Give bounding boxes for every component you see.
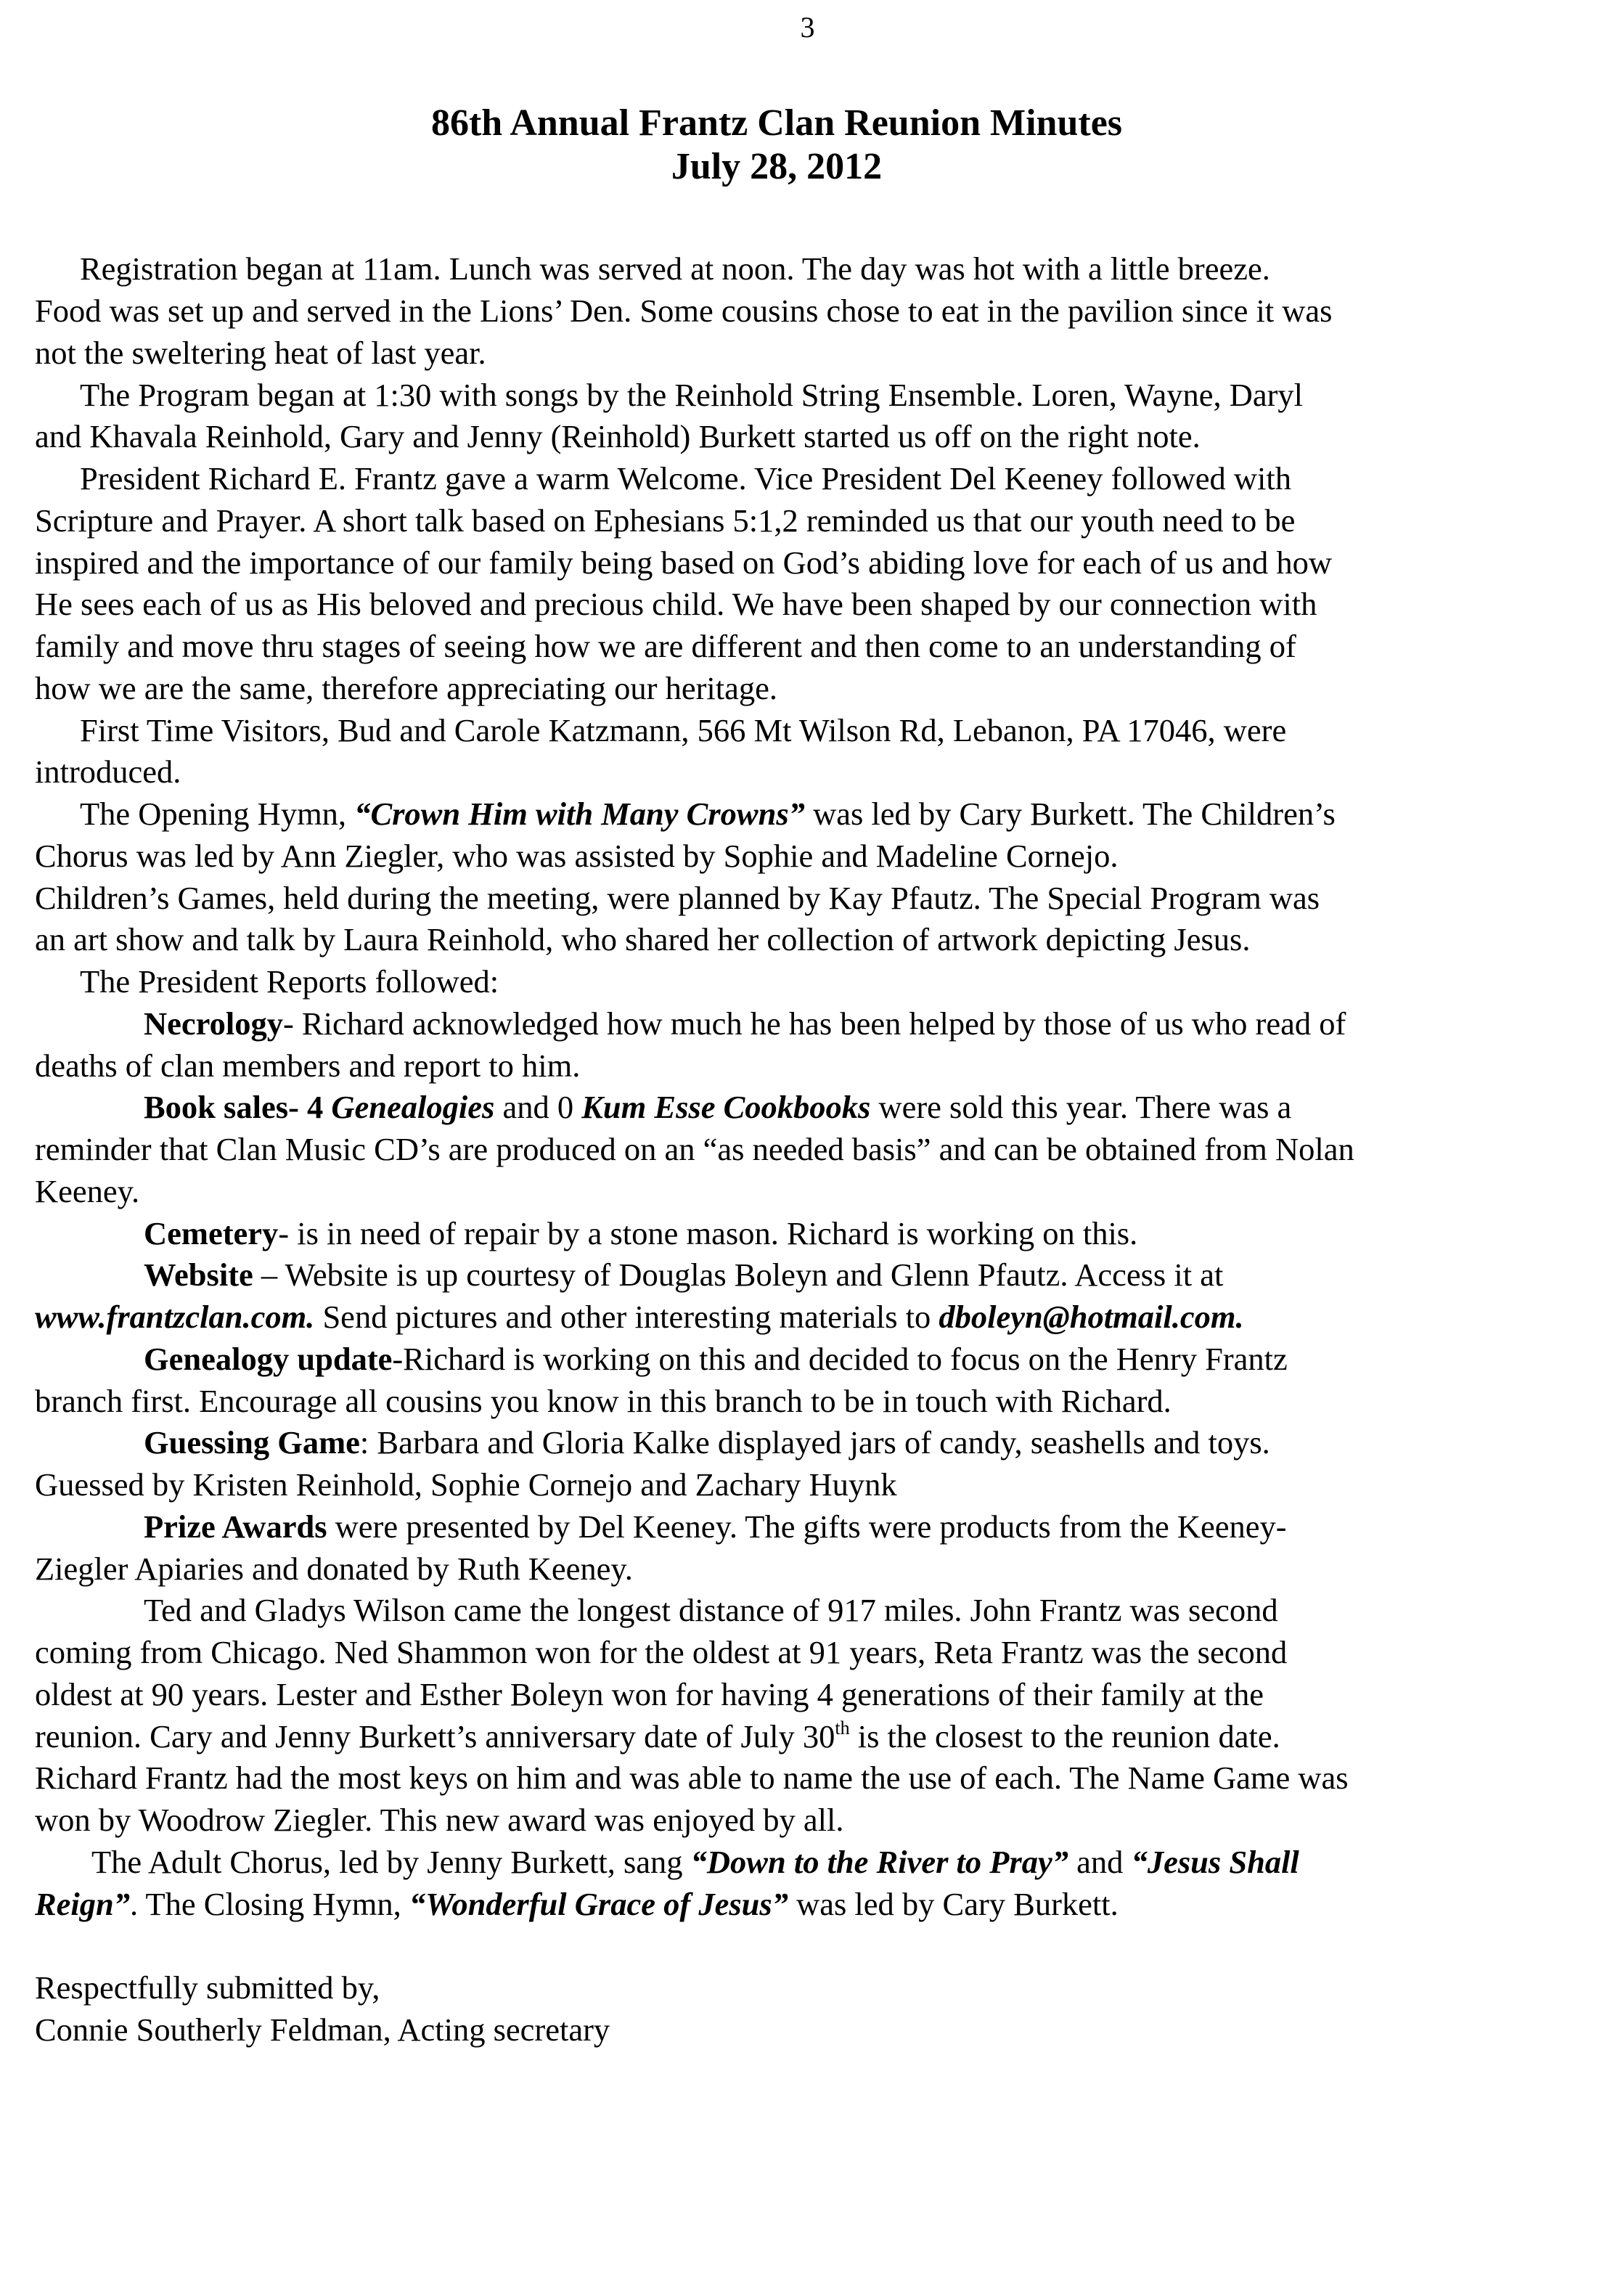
report-necrology: [144, 1005, 1346, 1042]
text: and: [1068, 1844, 1132, 1880]
body-line-adult-chorus: [91, 1843, 1299, 1881]
document-date: July 28, 2012: [671, 146, 883, 187]
body-line: Children’s Games, held during the meeting, were planned by Kay Pfautz. The Special Program was: [35, 880, 1320, 916]
text: – Website is up courtesy of Douglas Boleyn and Glenn Pfautz. Access it at: [253, 1257, 1224, 1293]
body-line: an art show and talk by Laura Reinhold, who shared her collection of artwork depicting Jesus.: [35, 921, 1251, 957]
email-link[interactable]: dboleyn@hotmail.com.: [939, 1299, 1244, 1335]
text: : Barbara and Gloria Kalke displayed jars of candy, seashells and toys.: [359, 1424, 1270, 1460]
text: - is in need of repair by a stone mason. Richard is working on this.: [278, 1215, 1138, 1251]
report-heading: Website: [144, 1257, 253, 1293]
book-title: Kum Esse Cookbooks: [581, 1089, 871, 1125]
report-cemetery: [144, 1214, 1137, 1252]
body-line: Registration began at 11am. Lunch was served at noon. The day was hot with a little breeze.: [80, 250, 1270, 287]
report-heading: Genealogy update: [144, 1341, 393, 1377]
body-line: [35, 1885, 1119, 1923]
song-title: “Jesus Shall: [1131, 1844, 1299, 1880]
body-line: He sees each of us as His beloved and precious child. We have been shaped by our connection with: [35, 586, 1317, 622]
song-title: Reign”: [35, 1886, 131, 1922]
body-line: Ted and Gladys Wilson came the longest distance of 917 miles. John Frantz was second: [144, 1592, 1278, 1628]
report-heading: Cemetery: [144, 1215, 279, 1251]
text: were presented by Del Keeney. The gifts were products from the Keeney-: [327, 1508, 1287, 1545]
body-line: The Program began at 1:30 with songs by the Reinhold String Ensemble. Loren, Wayne, Daryl: [80, 377, 1304, 413]
report-book-sales: [144, 1088, 1291, 1126]
body-line: deaths of clan members and report to him.: [35, 1047, 581, 1084]
body-line: won by Woodrow Ziegler. This new award was enjoyed by all.: [35, 1802, 844, 1838]
text: reunion. Cary and Jenny Burkett’s anniversary date of July 30: [35, 1718, 835, 1754]
body-line: coming from Chicago. Ned Shammon won for the oldest at 91 years, Reta Frantz was the second: [35, 1634, 1288, 1670]
text: was led by Cary Burkett. The Children’s: [804, 796, 1336, 832]
book-title: Genealogies: [331, 1089, 495, 1125]
report-heading: Necrology: [144, 1005, 283, 1042]
body-line: not the sweltering heat of last year.: [35, 335, 486, 371]
text: -Richard is working on this and decided to focus on the Henry Frantz: [392, 1341, 1288, 1377]
body-line: reminder that Clan Music CD’s are produced on an “as needed basis” and can be obtained from Nolan: [35, 1131, 1354, 1167]
body-line: Chorus was led by Ann Ziegler, who was assisted by Sophie and Madeline Cornejo.: [35, 838, 1119, 874]
body-line-opening-hymn: [80, 795, 1336, 833]
body-line: [35, 1717, 1280, 1755]
body-line: The President Reports followed:: [80, 963, 499, 1000]
hymn-title: “Wonderful Grace of Jesus”: [409, 1886, 788, 1922]
text: was led by Cary Burkett.: [788, 1886, 1119, 1922]
body-line: Richard Frantz had the most keys on him and was able to name the use of each. The Name Game was: [35, 1760, 1349, 1796]
text: - Richard acknowledged how much he has been helped by those of us who read of: [282, 1005, 1346, 1042]
signature-closing: Respectfully submitted by,: [35, 1969, 380, 2006]
website-link[interactable]: www.frantzclan.com.: [35, 1299, 315, 1335]
text: . The Closing Hymn,: [130, 1886, 409, 1922]
body-line: and Khavala Reinhold, Gary and Jenny (Reinhold) Burkett started us off on the right note.: [35, 418, 1201, 454]
text: were sold this year. There was a: [870, 1089, 1292, 1125]
body-line: branch first. Encourage all cousins you know in this branch to be in touch with Richard.: [35, 1383, 1172, 1419]
body-line: First Time Visitors, Bud and Carole Katzmann, 566 Mt Wilson Rd, Lebanon, PA 17046, were: [80, 712, 1287, 748]
body-line: how we are the same, therefore appreciating our heritage.: [35, 670, 778, 706]
body-line: inspired and the importance of our family being based on God’s abiding love for each of us and how: [35, 544, 1332, 581]
body-line: President Richard E. Frantz gave a warm Welcome. Vice President Del Keeney followed with: [80, 460, 1291, 497]
body-line: [35, 1298, 1244, 1336]
report-genealogy-update: [144, 1340, 1288, 1378]
body-line: Guessed by Kristen Reinhold, Sophie Cornejo and Zachary Huynk: [35, 1466, 897, 1503]
text: - 4: [288, 1089, 332, 1125]
body-line: Ziegler Apiaries and donated by Ruth Keeney.: [35, 1551, 633, 1587]
report-prize-awards: [144, 1508, 1287, 1545]
report-heading: Book sales: [144, 1089, 289, 1125]
text: and 0: [494, 1089, 582, 1125]
report-heading: Prize Awards: [144, 1508, 327, 1545]
superscript: th: [835, 1717, 850, 1739]
body-line: Keeney.: [35, 1173, 140, 1209]
body-line: Scripture and Prayer. A short talk based on Ephesians 5:1,2 reminded us that our youth need to be: [35, 502, 1296, 539]
hymn-title: “Crown Him with Many Crowns”: [354, 796, 805, 832]
text: The Opening Hymn,: [80, 796, 355, 832]
body-line: Food was set up and served in the Lions’ Den. Some cousins chose to eat in the pavilion since it was: [35, 293, 1333, 329]
document-title: 86th Annual Frantz Clan Reunion Minutes: [430, 102, 1123, 144]
page-number: 3: [800, 11, 815, 44]
body-line: family and move thru stages of seeing how we are different and then come to an understanding of: [35, 628, 1296, 664]
text: is the closest to the reunion date.: [849, 1718, 1280, 1754]
report-website: [144, 1256, 1223, 1294]
text: Send pictures and other interesting materials to: [314, 1299, 939, 1335]
body-line: introduced.: [35, 753, 181, 790]
report-guessing-game: [144, 1423, 1270, 1461]
song-title: “Down to the River to Pray”: [690, 1844, 1069, 1880]
signature-name: Connie Southerly Feldman, Acting secretary: [35, 2011, 610, 2048]
report-heading: Guessing Game: [144, 1424, 360, 1460]
body-line: oldest at 90 years. Lester and Esther Boleyn won for having 4 generations of their family at the: [35, 1676, 1264, 1712]
text: The Adult Chorus, led by Jenny Burkett, sang: [91, 1844, 691, 1880]
